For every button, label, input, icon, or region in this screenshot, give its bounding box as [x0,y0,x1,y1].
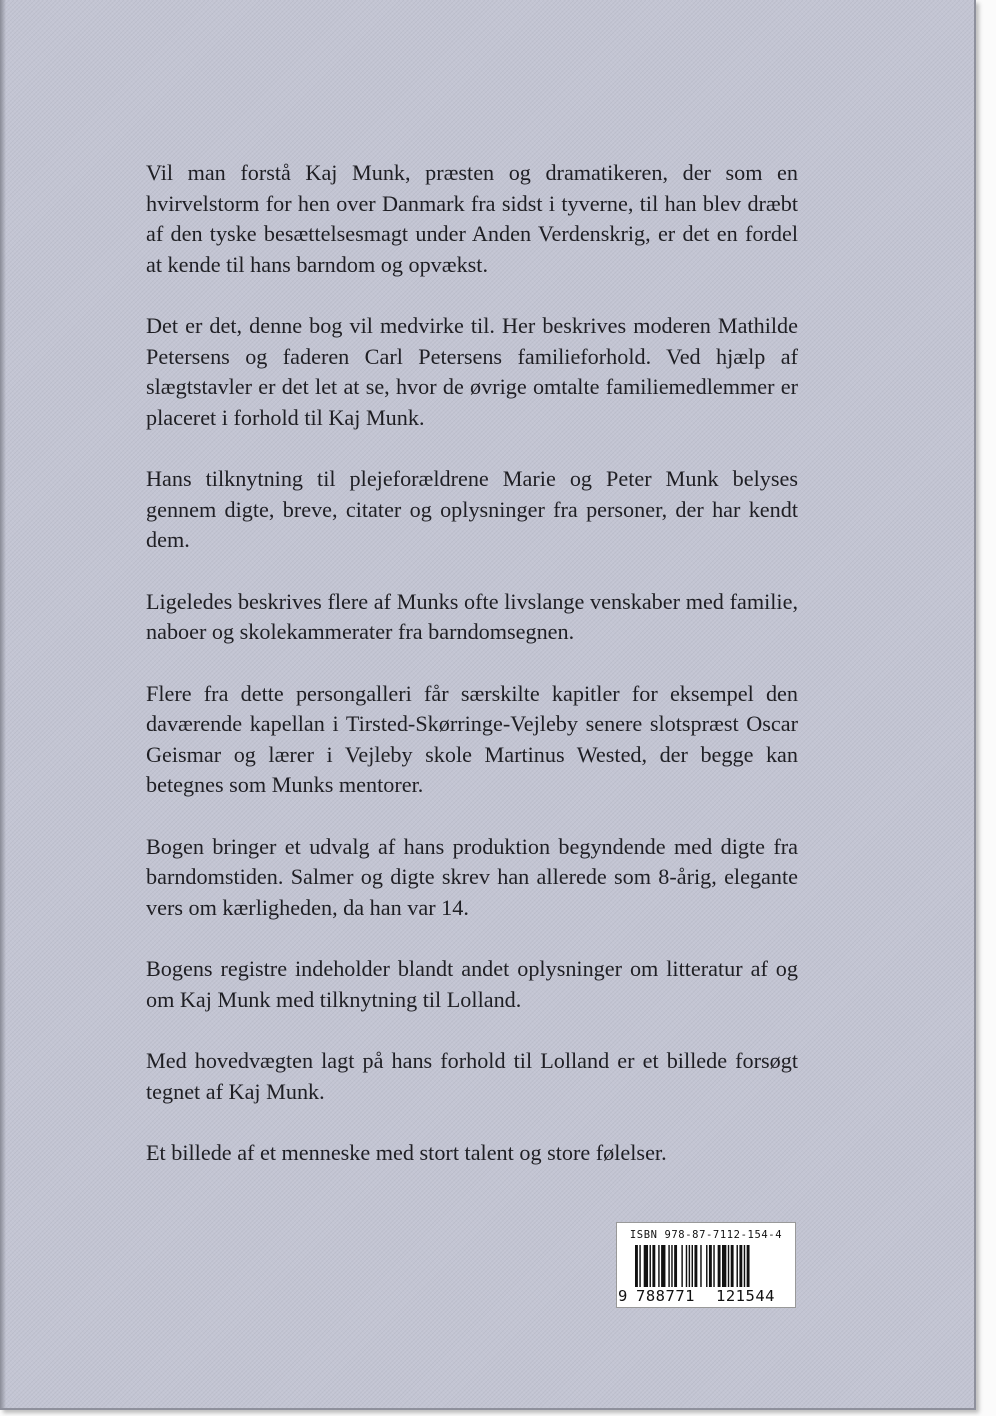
blurb-paragraph-5: Flere fra dette persongalleri får særskilte kapitler for eksempel den daværende kapellan i Tirsted-Skørringe-Vejleby senere slotspræst Oscar Geismar og lærer i Vejleby skole Martinus Wested, der begge kan betegnes som Munks mentorer. [146,680,798,797]
blurb-paragraph-4: Ligeledes beskrives flere af Munks ofte livslange venskaber med familie, naboer og skolekammerater fra barndomsegnen. [146,588,798,644]
blurb-paragraph-6: Bogen bringer et udvalg af hans produktion begyndende med digte fra barndomstiden. Salmer og digte skrev han allerede som 8-årig, elegante vers om kærligheden, da han var 14. [146,833,798,920]
spine-shadow [0,0,6,1408]
isbn-barcode-label [616,1222,796,1308]
barcode-digit-group-2: 121544 [716,1287,775,1305]
barcode-icon [629,1245,789,1293]
barcode-digit-lead: 9 [618,1287,628,1305]
isbn-number: ISBN 978-87-7112-154-4 [629,1229,783,1241]
blurb-paragraph-1: Vil man forstå Kaj Munk, præsten og dramatikeren, der som en hvirvelstorm for hen over Danmark fra sidst i tyverne, til han blev dræbt af den tyske besættelsesmagt under Anden Verdenskrig, er det en fordel at kende til hans barndom og opvækst. [146,160,798,277]
blurb-text [146,158,798,1200]
blurb-paragraph-2: Det er det, denne bog vil medvirke til. Her beskrives moderen Mathilde Petersens og faderen Carl Petersens familieforhold. Ved hjælp af slægtstavler er det let at se, hvor de øvrige omtalte familiemedlemmer er placeret i forhold til Kaj Munk. [146,313,798,430]
blurb-paragraph-3: Hans tilknytning til plejeforældrene Marie og Peter Munk belyses gennem digte, breve, citater og oplysninger fra personer, der har kendt dem. [146,466,798,552]
blurb-paragraph-8: Med hovedvægten lagt på hans forhold til Lolland er et billede forsøgt tegnet af Kaj Munk. [146,1048,798,1104]
blurb-paragraph-9: Et billede af et menneske med stort talent og store følelser. [146,1140,667,1165]
blurb-paragraph-7: Bogens registre indeholder blandt andet oplysninger om litteratur af og om Kaj Munk med tilknytning til Lolland. [146,956,798,1012]
barcode-digit-group-1: 788771 [636,1287,695,1305]
